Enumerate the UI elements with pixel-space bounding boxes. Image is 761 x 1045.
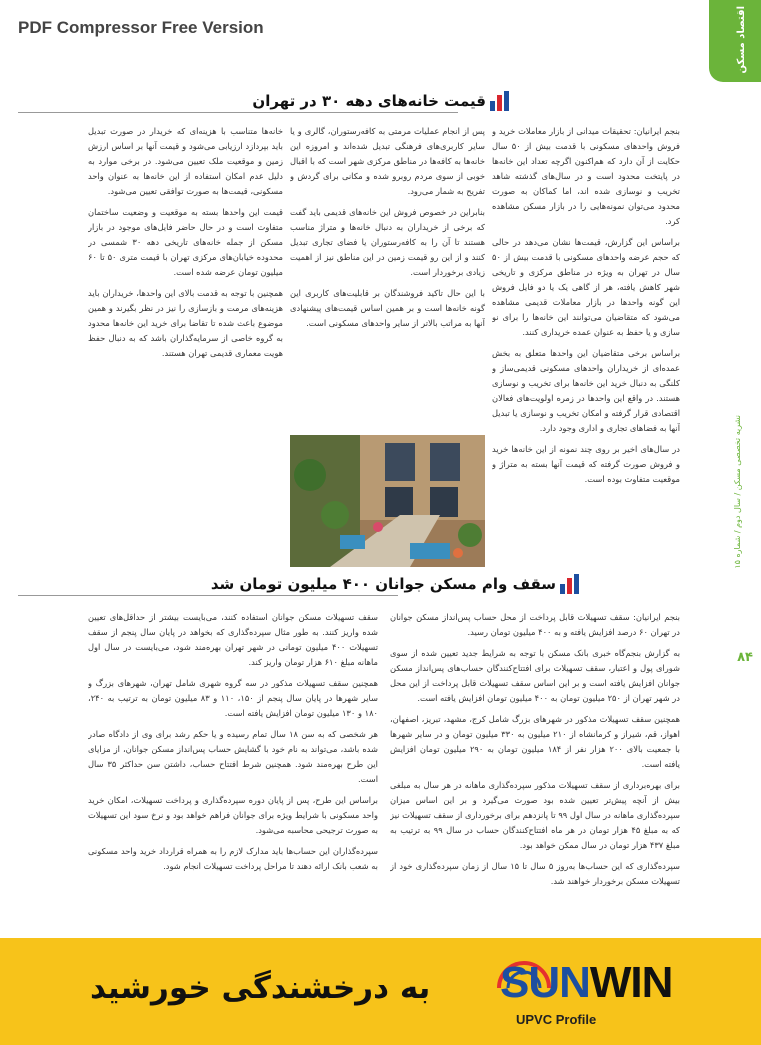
paragraph: همچنین سقف تسهیلات مذکور در سه گروه شهری شامل تهران، شهرهای بزرگ و سایر شهرها در پایان سال پنجم از ۱۵۰، ۱۱۰ و ۸۳ میلیون تومان به ترتیب به ۲۴۰، ۱۸۰ و ۱۳۰ میلیون تومان افزایش یافته است. (88, 678, 378, 718)
paragraph: سپرده‌گذاری که این حساب‌ها به‌روز ۵ سال تا ۱۵ سال از زمان سپرده‌گذاری خود از تسهیلات مسکن برخوردار خواهند شد. (390, 861, 680, 886)
article1-column-left (88, 124, 283, 556)
page-number: ۸۴ (737, 650, 753, 665)
paragraph: قیمت این واحدها بسته به موقعیت و وضعیت ساختمان متفاوت است و در حال حاضر فایل‌های موجود در بازار مسکن از جمله خانه‌های تاریخی دهه ۳۰ شمسی در محدوده خیابان‌های مرکزی تهران با قیمت متری ۵۰ تا ۶۰ میلیون تومان عرضه شده است. (88, 207, 283, 277)
paragraph: سپرده‌گذاران این حساب‌ها باید مدارک لازم را به همراه قرارداد خرید واحد مسکونی به شعب بانک ارائه دهند تا مراحل پرداخت تسهیلات انجام شود. (88, 846, 378, 871)
article1-column-right (492, 124, 680, 556)
paragraph: براساس برخی متقاضیان این واحدها متعلق به بخش عمده‌ای از خریداران واحدهای مسکونی قدیمی‌ساز و کلنگی به دنبال خرید این خانه‌ها برای تخریب و نوسازی هستند. در واقع این واحدها در زمره اولویت‌های فعالان اقتصادی قرار گرفته و امکان تخریب و نوسازی یا تبدیل آنها به فضاهای تجاری و اداری وجود دارد. (492, 348, 680, 433)
issue-info-text: نشریه تخصصی مسکن / سال دوم / شماره ۱۵ (733, 415, 742, 569)
paragraph: سقف تسهیلات مسکن جوانان استفاده کنند، می‌بایست بیشتر از حداقل‌های تعیین شده واریز کنند. به طور مثال سپرده‌گذاری که بخواهد در پایان سال پنجم از سقف تسهیلات ۴۰۰ میلیون تومانی در شهر تهران بهره‌مند شود، می‌بایست در سال اول ماهانه مبلغ ۶۱۰ هزار تومان واریز کند. (88, 612, 378, 667)
paragraph: همچنین سقف تسهیلات مذکور در شهرهای بزرگ شامل کرج، مشهد، تبریز، اصفهان، اهواز، قم، شیراز و کرمانشاه از ۲۱۰ میلیون به ۳۳۰ میلیون تومان و در سایر شهرها با جمعیت بالای ۲۰۰ هزار نفر از ۱۸۴ میلیون تومان به ۲۹۰ میلیون تومان افزایش یافته است. (390, 714, 680, 769)
article2-title: سقف وام مسکن جوانان ۴۰۰ میلیون تومان شد (210, 575, 556, 593)
brand-subtitle: UPVC Profile (516, 1012, 597, 1027)
paragraph: به گزارش بنجم‌گاه خبری بانک مسکن با توجه به شرایط جدید تعیین شده از سوی شورای پول و اعتبار، سقف تسهیلات برای افتتاح‌کنندگان حساب‌های پس‌انداز مسکن جوانان افزایش یافته است و بر این اساس سقف تسهیلات قابل پرداخت از این محل در شهر تهران از ۲۵۰ میلیون تومان به ۴۰۰ میلیون تومان افزایش یافته است. (390, 648, 680, 703)
paragraph: همچنین با توجه به قدمت بالای این واحدها، خریداران باید هزینه‌های مرمت و بازسازی را نیز در نظر بگیرند و همین موضوع باعث شده تا تقاضا برای خرید این خانه‌ها محدود به گروه خاصی از سرمایه‌گذاران باشد که به دنبال حفظ هویت معماری قدیمی تهران هستند. (88, 288, 283, 358)
paragraph: براساس این طرح، پس از پایان دوره سپرده‌گذاری و پرداخت تسهیلات، امکان خرید واحد مسکونی با شرایط ویژه برای جوانان فراهم خواهد بود و نرخ سود این تسهیلات به صورت ترجیحی محاسبه می‌شود. (88, 795, 378, 835)
brand-win: WIN (589, 958, 673, 1007)
bar-chart-icon (490, 91, 512, 111)
section-tab (709, 0, 761, 82)
brand-sun: SUN (500, 958, 590, 1007)
article2-column-right (390, 610, 680, 930)
paragraph: بنجم ایرانیان: تحقیقات میدانی از بازار معاملات خرید و فروش واحدهای مسکونی با قدمت بیش از ۵۰ سال حکایت از آن دارد که هم‌اکنون اگرچه تعداد این خانه‌ها در پایتخت محدود است و در سال‌های گذشته شاهد تخریب و نوسازی شده اند، اما کماکان به صورت محدود می‌توان نمونه‌هایی را در بازار مسکن مشاهده کرد. (492, 126, 680, 226)
bar-chart-icon (560, 574, 582, 594)
paragraph: هر شخصی که به سن ۱۸ سال تمام رسیده و یا حکم رشد برای وی از دادگاه صادر شده باشد، می‌تواند به نام خود با گشایش حساب پس‌انداز مسکن جوانان، از مزایای این طرح بهره‌مند شود. همچنین شرط افتتاح حساب، داشتن سن حداکثر ۳۵ سال است. (88, 729, 378, 784)
courtyard-photo (290, 435, 485, 567)
paragraph: با این حال تاکید فروشندگان بر قابلیت‌های کاربری این گونه خانه‌ها است و بر همین اساس قیمت‌های پیشنهادی آنها به مراتب بالاتر از سایر واحدهای مسکونی است. (290, 288, 485, 328)
watermark-text: PDF Compressor Free Version (18, 18, 264, 37)
paragraph: بنابراین در خصوص فروش این خانه‌های قدیمی باید گفت که برخی از خریداران به دنبال خانه‌ها و متراژ مناسب هستند تا آن را به کافه‌رستوران یا فضای تجاری تبدیل کنند و از این رو قیمت زمین در این مناطق نیز از اهمیت زیادی برخوردار است. (290, 207, 485, 277)
article2-column-left (88, 610, 378, 930)
article1-title: قیمت خانه‌های دهه ۳۰ در تهران (252, 92, 486, 110)
section-tab-label: اقتصاد مسکن (736, 6, 747, 74)
paragraph: پس از انجام عملیات مرمتی به کافه‌رستوران، گالری و یا سایر کاربری‌های فرهنگی تبدیل شده‌اند و امروزه این خانه‌ها به کافه‌ها در مناطق مرکزی شهر است که با اقبال خوبی از سوی مردم روبرو شده و مکانی برای گردش و تفریح به شمار می‌رود. (290, 126, 485, 196)
paragraph: در سال‌های اخیر بر روی چند نمونه از این خانه‌ها خرید و فروش صورت گرفته که قیمت آنها بسته به متراژ و موقعیت متفاوت بوده است. (492, 444, 680, 484)
paragraph: خانه‌ها متناسب با هزینه‌ای که خریدار در صورت تبدیل باید بپردازد ارزیابی می‌شود و قیمت آنها بر اساس ارزش زمین و موقعیت ملک تعیین می‌شود. در برخی موارد به دلیل عدم امکان استفاده از این خانه‌ها به عنوان واحد مسکونی، قیمت‌ها به صورت توافقی تعیین می‌شود. (88, 126, 283, 196)
paragraph: بنجم ایرانیان: سقف تسهیلات قابل پرداخت از محل حساب پس‌انداز مسکن جوانان در تهران ۶۰ درصد افزایش یافته و به ۴۰۰ میلیون تومان رسید. (390, 612, 680, 637)
issue-info-strip (733, 415, 755, 645)
ad-slogan: به درخشندگی خورشید (90, 970, 431, 1006)
paragraph: براساس این گزارش، قیمت‌ها نشان می‌دهد در حالی که حجم عرضه واحدهای مسکونی با قدمت بیش از ۵۰ سال در تهران به ویژه در مناطق مرکزی و تاریخی شهر کاهش یافته، هر از گاهی یک یا دو فایل فروش این گونه واحدها در بازار معاملات قدیمی مشاهده می‌شود که متقاضیان می‌توانند این خانه‌ها را برای نو سازی و یا حفظ به عنوان عمده خریداری کنند. (492, 237, 680, 337)
paragraph: برای بهره‌برداری از سقف تسهیلات مذکور سپرده‌گذاری ماهانه در هر سال به مبلغی بیش از آنچه پیش‌تر تعیین شده بود صورت می‌گیرد و بر این اساس میزان سپرده‌گذاری ماهانه در سال اول ۹۹ تا پانزدهم برای برخورداری از سقف تسهیلات نیز که به مبلغ ۴۵ هزار تومان در هر ماه افتتاح‌کنندگان حساب در سال ۹۹ به ترتیب به مبلغ ۴۳۷ هزار تومان در سال ممکن خواهد بود. (390, 780, 680, 850)
article2-title-line (18, 595, 398, 596)
article1-title-line (18, 112, 458, 113)
sunwin-logo (488, 950, 678, 1035)
article1-column-middle (290, 124, 485, 429)
